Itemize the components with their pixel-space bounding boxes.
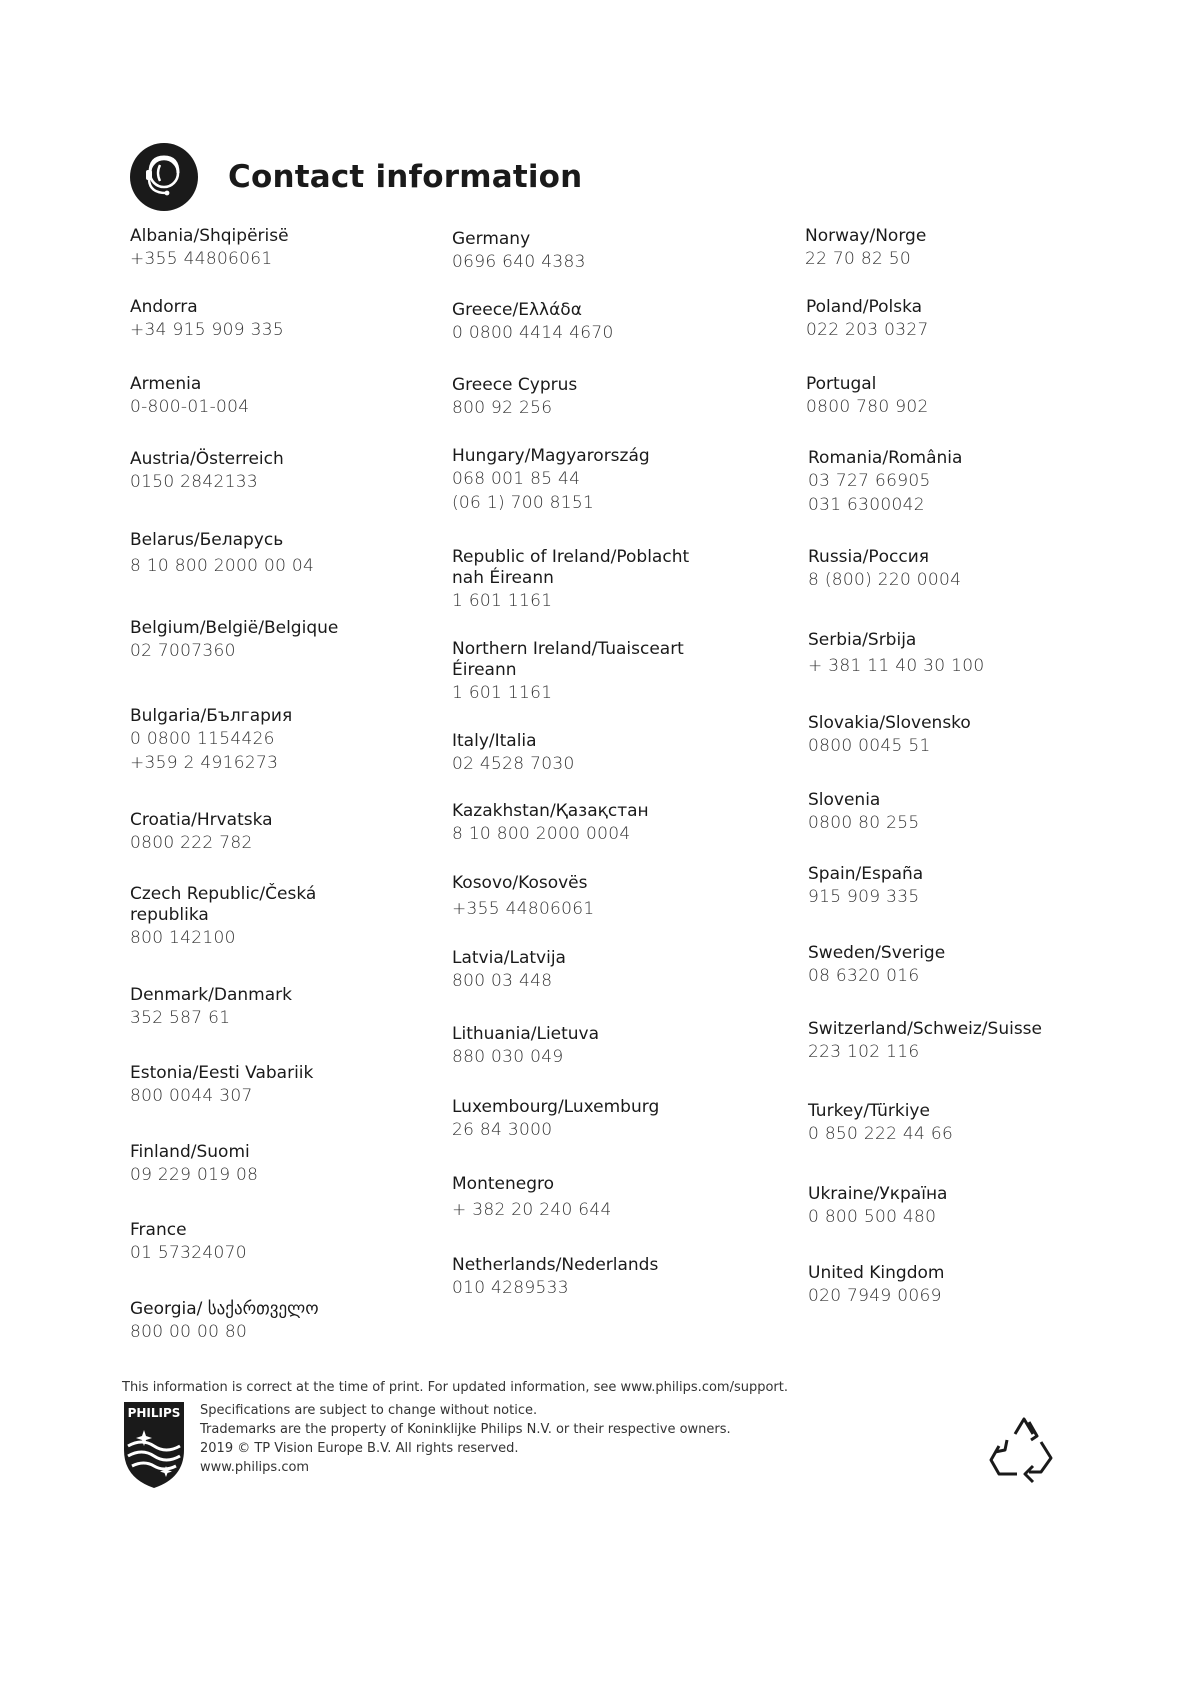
contact-entry: [452, 1255, 762, 1300]
country-name: Greece Cyprus: [452, 375, 578, 395]
country-name: Lithuania/Lietuva: [452, 1024, 600, 1044]
phone-number: 352 587 61: [130, 1008, 231, 1028]
country-name: Spain/España: [808, 864, 924, 884]
contact-entry: [808, 630, 1118, 678]
country-name: Netherlands/Nederlands: [452, 1255, 659, 1275]
country-name: Hungary/Magyarország: [452, 446, 650, 466]
phone-number: 800 0044 307: [130, 1086, 253, 1106]
contact-entry: [452, 731, 762, 776]
country-name: Greece/Ελλάδα: [452, 300, 582, 320]
country-name: Czech Republic/Česká republika: [130, 884, 317, 925]
country-name: Slovenia: [808, 790, 881, 810]
contact-entry: [452, 639, 702, 705]
country-name: Albania/Shqipërisë: [130, 226, 289, 246]
contact-entry: [452, 547, 702, 613]
country-name: Croatia/Hrvatska: [130, 810, 273, 830]
phone-number: + 381 11 40 30 100: [808, 656, 985, 676]
contact-entry: [805, 226, 1115, 271]
country-name: Kazakhstan/Қазақстан: [452, 801, 649, 821]
phone-number: 0800 80 255: [808, 813, 920, 833]
country-name: Estonia/Eesti Vabariik: [130, 1063, 314, 1083]
phone-number: + 382 20 240 644: [452, 1200, 612, 1220]
contact-entry: [808, 713, 1118, 758]
country-name: France: [130, 1220, 187, 1240]
phone-number: 22 70 82 50: [805, 249, 912, 269]
phone-number: 800 03 448: [452, 971, 553, 991]
phone-number: 8 (800) 220 0004: [808, 570, 962, 590]
contact-entry: [130, 810, 440, 855]
contact-entry: [130, 1220, 440, 1265]
phone-number: +355 44806061: [452, 899, 595, 919]
country-name: Switzerland/Schweiz/Suisse: [808, 1019, 1042, 1039]
phone-number: 0150 2842133: [130, 472, 258, 492]
contact-entry: [808, 448, 1118, 517]
country-name: Northern Ireland/Tuaisceart Éireann: [452, 639, 684, 680]
phone-number: +359 2 4916273: [130, 753, 279, 773]
contact-entry: [808, 1184, 1118, 1229]
country-name: Bulgaria/България: [130, 706, 293, 726]
philips-shield-logo: [122, 1400, 186, 1490]
page-title: Contact information: [228, 159, 583, 195]
country-name: Sweden/Sverige: [808, 943, 946, 963]
footer-line: 2019 © TP Vision Europe B.V. All rights reserved.: [200, 1441, 519, 1456]
phone-number: 08 6320 016: [808, 966, 920, 986]
phone-number: 800 92 256: [452, 398, 553, 418]
footer-line: Specifications are subject to change without notice.: [200, 1403, 538, 1418]
contact-entry: [452, 446, 762, 515]
contact-entry: [130, 1063, 440, 1108]
phone-number: 0 850 222 44 66: [808, 1124, 954, 1144]
contact-entry: [808, 864, 1118, 909]
contact-entry: [808, 1019, 1138, 1064]
country-name: Slovakia/Slovensko: [808, 713, 971, 733]
contact-entry: [452, 1024, 762, 1069]
contact-entry: [806, 297, 1116, 342]
phone-number: 0 800 500 480: [808, 1207, 937, 1227]
contact-entry: [452, 873, 762, 921]
phone-number: 0-800-01-004: [130, 397, 250, 417]
contact-entry: [808, 943, 1118, 988]
country-name: Norway/Norge: [805, 226, 927, 246]
country-name: Luxembourg/Luxemburg: [452, 1097, 660, 1117]
phone-number: 0800 0045 51: [808, 736, 931, 756]
country-name: Germany: [452, 229, 531, 249]
contact-entry: [452, 375, 762, 420]
footer-note: This information is correct at the time of print. For updated information, see www.philips.com/support.: [122, 1380, 789, 1395]
country-name: Italy/Italia: [452, 731, 537, 751]
country-name: Russia/Россия: [808, 547, 930, 567]
phone-number: 09 229 019 08: [130, 1165, 259, 1185]
country-name: Romania/România: [808, 448, 963, 468]
contact-entry: [130, 985, 440, 1030]
phone-number: 1 601 1161: [452, 591, 553, 611]
country-name: Poland/Polska: [806, 297, 923, 317]
phone-number: 8 10 800 2000 0004: [452, 824, 631, 844]
phone-number: 880 030 049: [452, 1047, 564, 1067]
contact-entry: [452, 801, 762, 846]
contact-entry: [808, 547, 1118, 592]
contact-entry: [452, 1097, 762, 1142]
phone-number: 02 4528 7030: [452, 754, 575, 774]
phone-number: (06 1) 700 8151: [452, 493, 595, 513]
phone-number: 1 601 1161: [452, 683, 553, 703]
country-name: United Kingdom: [808, 1263, 945, 1283]
contact-entry: [130, 226, 440, 271]
country-name: Austria/Österreich: [130, 449, 284, 469]
country-name: Ukraine/Україна: [808, 1184, 948, 1204]
contact-entry: [130, 1299, 440, 1344]
phone-number: 800 142100: [130, 928, 236, 948]
contact-entry: [130, 374, 440, 419]
phone-number: +355 44806061: [130, 249, 273, 269]
contact-entry: [452, 948, 762, 993]
contact-entry: [130, 1142, 440, 1187]
phone-number: 01 57324070: [130, 1243, 247, 1263]
contact-entry: [130, 297, 440, 342]
contact-entry: [808, 1263, 1118, 1308]
country-name: Portugal: [806, 374, 877, 394]
contact-entry: [130, 884, 330, 950]
contact-entry: [452, 1174, 762, 1222]
recycle-icon: [985, 1412, 1063, 1486]
country-name: Turkey/Türkiye: [808, 1101, 930, 1121]
contact-entry: [452, 229, 762, 274]
page-header: [130, 142, 582, 212]
country-name: Serbia/Srbija: [808, 630, 917, 650]
phone-number: 800 00 00 80: [130, 1322, 248, 1342]
phone-number: 0 0800 4414 4670: [452, 323, 614, 343]
phone-number: +34 915 909 335: [130, 320, 284, 340]
phone-number: 0800 780 902: [806, 397, 929, 417]
phone-number: 010 4289533: [452, 1278, 569, 1298]
footer-link[interactable]: www.philips.com: [200, 1460, 310, 1475]
contact-entry: [808, 1101, 1118, 1146]
phone-number: 03 727 66905: [808, 471, 931, 491]
phone-number: 223 102 116: [808, 1042, 920, 1062]
country-name: Finland/Suomi: [130, 1142, 250, 1162]
country-name: Armenia: [130, 374, 202, 394]
contact-entry: [130, 706, 440, 775]
country-name: Andorra: [130, 297, 198, 317]
contact-entry: [130, 618, 440, 663]
phone-number: 020 7949 0069: [808, 1286, 942, 1306]
contact-entry: [130, 449, 440, 494]
phone-number: 915 909 335: [808, 887, 920, 907]
phone-number: 068 001 85 44: [452, 469, 581, 489]
phone-number: 26 84 3000: [452, 1120, 553, 1140]
country-name: Latvia/Latvija: [452, 948, 566, 968]
phone-number: 0800 222 782: [130, 833, 253, 853]
phone-number: 022 203 0327: [806, 320, 929, 340]
country-name: Denmark/Danmark: [130, 985, 292, 1005]
phone-number: 8 10 800 2000 00 04: [130, 556, 315, 576]
phone-number: 031 6300042: [808, 495, 925, 515]
contact-entry: [806, 374, 1116, 419]
country-name: Montenegro: [452, 1174, 555, 1194]
contact-entry: [130, 530, 440, 578]
phone-number: 0696 640 4383: [452, 252, 586, 272]
brand-label: PHILIPS: [127, 1406, 181, 1420]
phone-number: 0 0800 1154426: [130, 729, 275, 749]
contact-entry: [452, 300, 762, 345]
country-name: Belgium/België/Belgique: [130, 618, 339, 638]
footer-line: Trademarks are the property of Koninklijke Philips N.V. or their respective owners.: [200, 1422, 731, 1437]
contact-entry: [808, 790, 1118, 835]
phone-number: 02 7007360: [130, 641, 236, 661]
country-name: Belarus/Беларусь: [130, 530, 284, 550]
country-name: Republic of Ireland/Poblacht nah Éireann: [452, 547, 690, 588]
country-name: Kosovo/Kosovës: [452, 873, 588, 893]
headset-support-icon: [130, 143, 198, 211]
footer-legal: [200, 1401, 731, 1477]
country-name: Georgia/ საქართველო: [130, 1299, 319, 1319]
